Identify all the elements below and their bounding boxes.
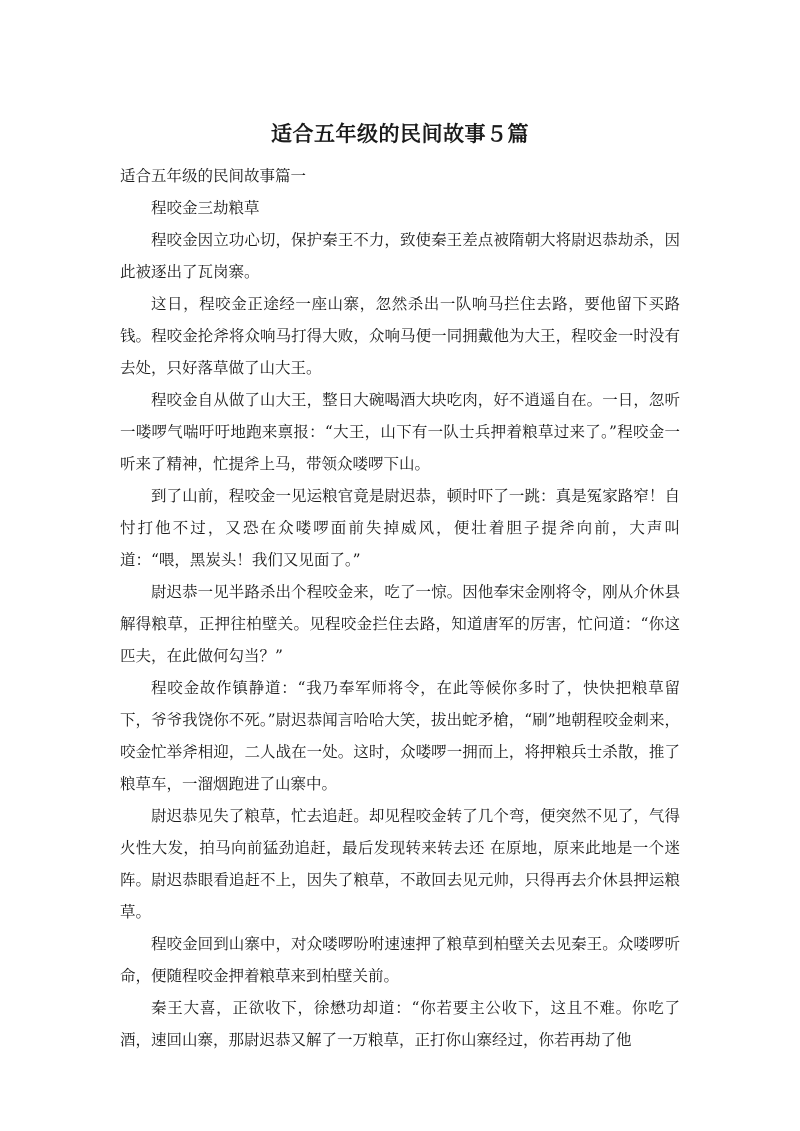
- paragraph-1: 程咬金因立功心切，保护秦王不力，致使秦王差点被隋朝大将尉迟恭劫杀，因此被逐出了瓦岗寨。: [120, 231, 680, 281]
- paragraph-6: 程咬金故作镇静道：“我乃奉军师将令，在此等候你多时了，快快把粮草留下，爷爷我饶你不死。”尉迟恭闻言哈哈大笑，拔出蛇矛槍，“刷”地朝程咬金刺来，咬金忙举斧相迎，二人战在一处。这时，众喽啰一拥而上，将押粮兵士杀散，推了粮草车，一溜烟跑进了山寨中。: [120, 679, 680, 793]
- document-body: [120, 160, 680, 1056]
- paragraph-3: 程咬金自从做了山大王，整日大碗喝酒大块吃肉，好不逍遥自在。一日，忽听一喽啰气喘吁吁地跑来禀报：“大王，山下有一队士兵押着粮草过来了。”程咬金一听来了精神，忙提斧上马，带领众喽啰下山。: [120, 391, 680, 473]
- paragraph-8: 程咬金回到山寨中，对众喽啰吩咐速速押了粮草到柏壁关去见秦王。众喽啰听命，便随程咬金押着粮草来到柏壁关前。: [120, 935, 680, 985]
- paragraph-9: 秦王大喜，正欲收下，徐懋功却道：“你若要主公收下，这且不难。你吃了酒，速回山寨，那尉迟恭又解了一万粮草，正打你山寨经过，你若再劫了他: [120, 999, 680, 1049]
- paragraph-5: 尉迟恭一见半路杀出个程咬金来，吃了一惊。因他奉宋金刚将令，刚从介休县解得粮草，正押往柏壁关。见程咬金拦住去路，知道唐军的厉害，忙问道：“你这匹夫，在此做何勾当？”: [120, 583, 680, 665]
- paragraph-2: 这日，程咬金正途经一座山寨，忽然杀出一队响马拦住去路，要他留下买路钱。程咬金抡斧将众响马打得大败，众响马便一同拥戴他为大王，程咬金一时没有去处，只好落草做了山大王。: [120, 295, 680, 377]
- paragraph-7: 尉迟恭见失了粮草，忙去追赶。却见程咬金转了几个弯，便突然不见了，气得火性大发，拍马向前猛劲追赶，最后发现转来转去还 在原地，原来此地是一个迷阵。尉迟恭眼看追赶不上，因失了粮草，不敢回去见元帅，只得再去介休县押运粮草。: [120, 807, 680, 921]
- story-title: 程咬金三劫粮草: [151, 199, 260, 217]
- paragraph-4: 到了山前，程咬金一见运粮官竟是尉迟恭，顿时吓了一跳：真是冤家路窄！自忖打他不过，又恐在众喽啰面前失掉威风，便壮着胆子提斧向前，大声叫道：“喂，黑炭头！我们又见面了。”: [120, 487, 680, 569]
- section-heading: 适合五年级的民间故事篇一: [120, 167, 307, 185]
- document-title: 适合五年级的民间故事５篇: [271, 122, 529, 146]
